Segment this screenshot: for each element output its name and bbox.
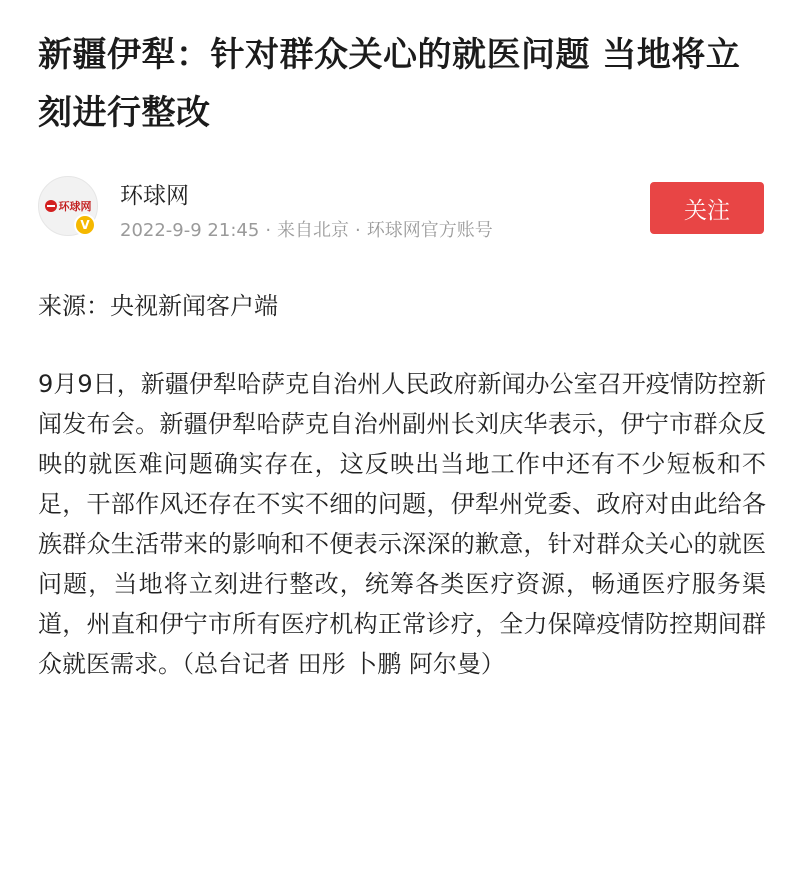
publish-location: 来自北京: [277, 220, 350, 241]
author-meta: [120, 216, 493, 242]
verified-badge-icon: V: [74, 214, 96, 236]
author-bar: [38, 176, 764, 240]
article-body: 9月9日，新疆伊犁哈萨克自治州人民政府新闻办公室召开疫情防控新闻发布会。新疆伊犁哈萨克自治州副州长刘庆华表示，伊宁市群众反映的就医难问题确实存在，这反映出当地工作中还有不少短板和不足，干部作风还存在不实不细的问题，伊犁州党委、政府对由此给各族群众生活带来的影响和不便表示深深的歉意，针对群众关心的就医问题，当地将立刻进行整改，统筹各类医疗资源，畅通医疗服务渠道，州直和伊宁市所有医疗机构正常诊疗，全力保障疫情防控期间群众就医需求。（总台记者 田彤 卜鹏 阿尔曼）: [38, 370, 766, 678]
huanqiu-logo-icon: [45, 198, 92, 214]
logo-mark-icon: [45, 200, 57, 212]
meta-separator: ·: [355, 220, 361, 241]
meta-separator: ·: [265, 220, 272, 241]
follow-button[interactable]: 关注: [650, 182, 764, 234]
logo-text: 环球网: [58, 200, 92, 213]
account-type: 环球网官方账号: [366, 220, 493, 241]
author-name[interactable]: 环球网: [120, 183, 189, 209]
publish-date: 2022-9-9 21:45: [120, 220, 260, 241]
article-title: 新疆伊犁：针对群众关心的就医问题 当地将立刻进行整改: [38, 35, 741, 133]
source-line: 来源：央视新闻客户端: [38, 292, 278, 320]
